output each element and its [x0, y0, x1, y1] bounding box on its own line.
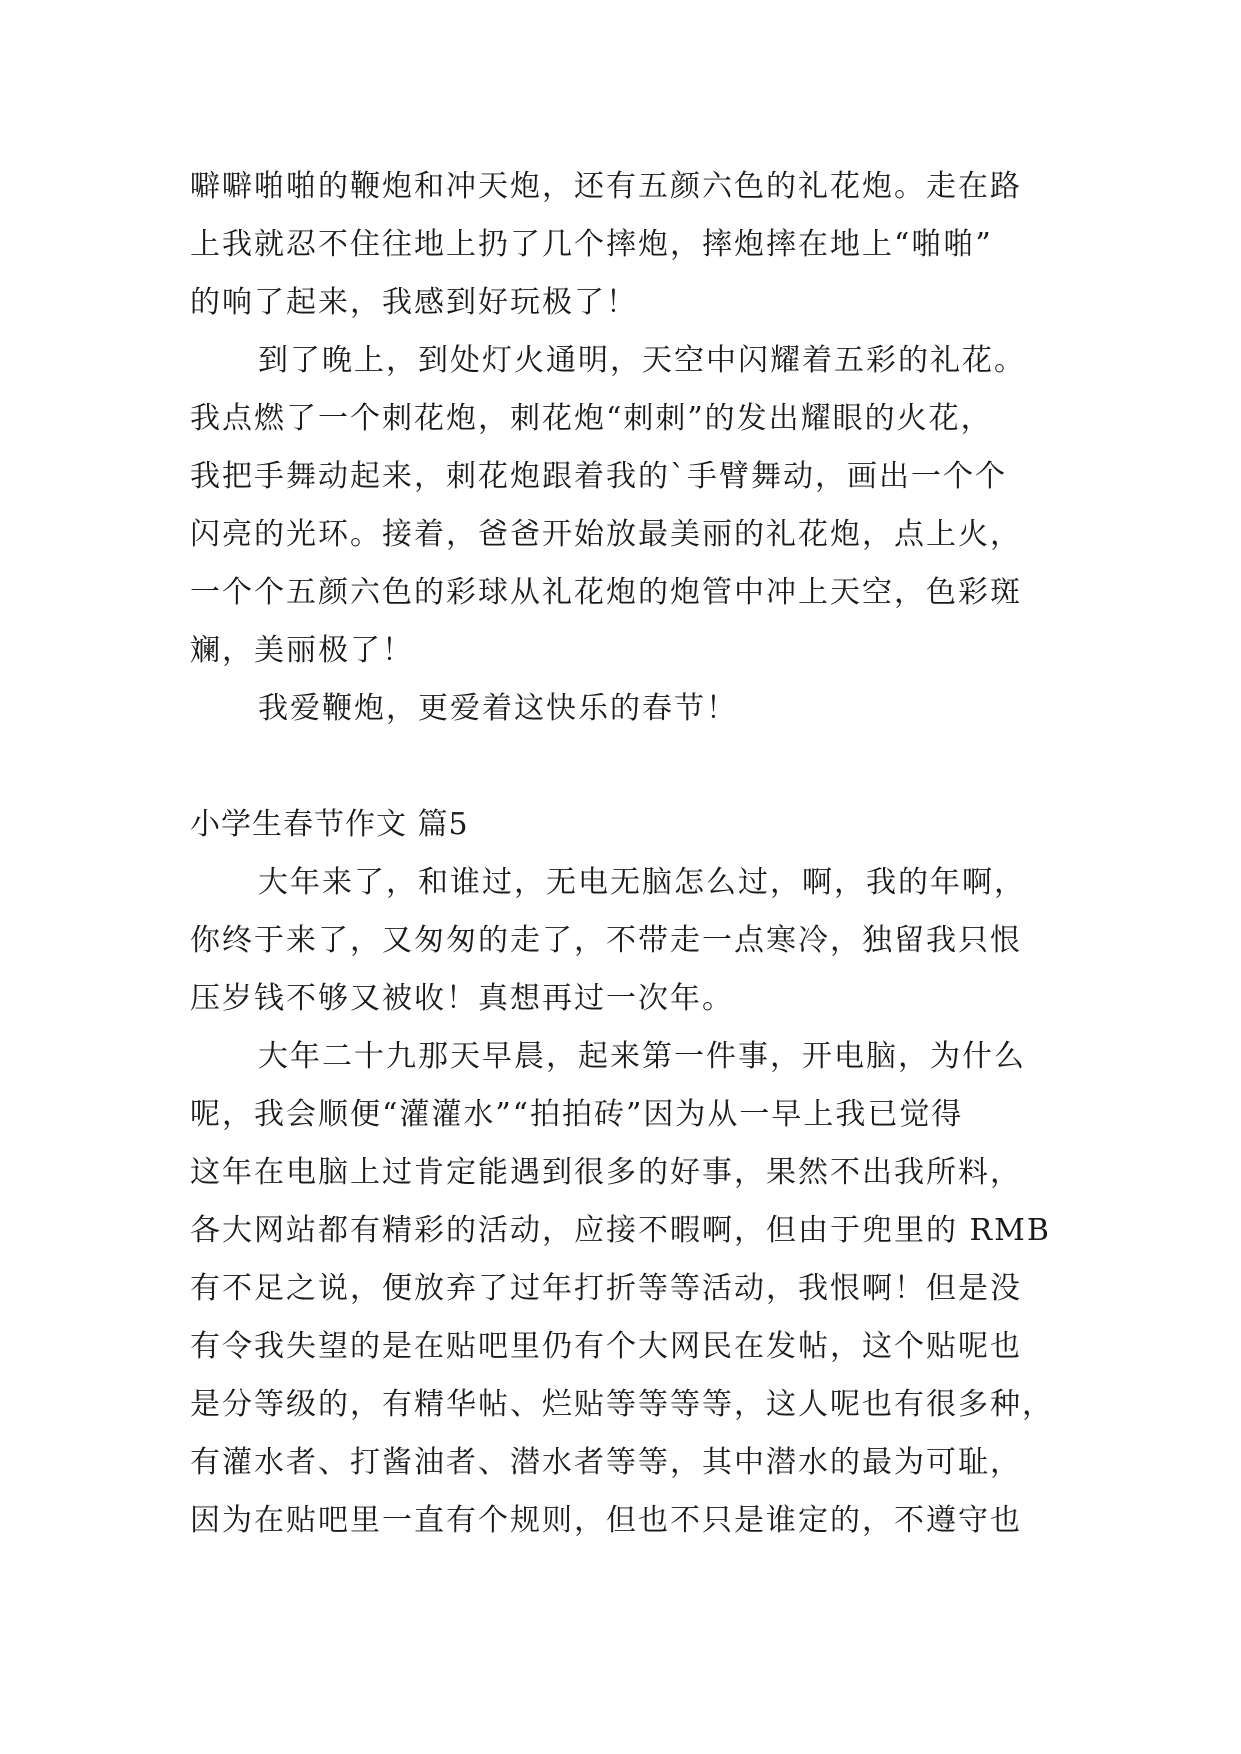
paragraph-conclusion [190, 680, 1060, 738]
text-line: 我点燃了一个刺花炮，刺花炮“刺刺”的发出耀眼的火花， [190, 401, 993, 436]
document-body [190, 158, 1060, 1550]
text-line: 我爱鞭炮，更爱着这快乐的春节！ [258, 691, 738, 726]
text-line: 一个个五颜六色的彩球从礼花炮的炮管中冲上天空，色彩斑 [190, 575, 1022, 610]
text-line: 压岁钱不够又被收！真想再过一次年。 [190, 981, 734, 1016]
text-line: 我把手舞动起来，刺花炮跟着我的`手臂舞动，画出一个个 [190, 459, 1007, 494]
essay-heading [190, 796, 1060, 854]
paragraph-new-years-eve-computer [190, 1028, 1060, 1550]
text-line: 有灌水者、打酱油者、潜水者等等，其中潜水的最为可耻， [190, 1445, 1022, 1480]
text-line: 到了晚上，到处灯火通明，天空中闪耀着五彩的礼花。 [258, 343, 1026, 378]
text-line: 闪亮的光环。接着，爸爸开始放最美丽的礼花炮，点上火， [190, 517, 1022, 552]
paragraph-new-year-arrives [190, 854, 1060, 1028]
text-line: 是分等级的，有精华帖、烂贴等等等等，这人呢也有很多种， [190, 1387, 1054, 1422]
text-line: 有不足之说，便放弃了过年打折等等活动，我恨啊！但是没 [190, 1271, 1022, 1306]
text-line: 这年在电脑上过肯定能遇到很多的好事，果然不出我所料， [190, 1155, 1022, 1190]
text-line: 有令我失望的是在贴吧里仍有个大网民在发帖，这个贴呢也 [190, 1329, 1022, 1364]
text-line: 你终于来了，又匆匆的走了，不带走一点寒冷，独留我只恨 [190, 923, 1022, 958]
text-line: 大年二十九那天早晨，起来第一件事，开电脑，为什么 [258, 1039, 1026, 1074]
text-line: 噼噼啪啪的鞭炮和冲天炮，还有五颜六色的礼花炮。走在路 [190, 169, 1022, 204]
text-line: 的响了起来，我感到好玩极了！ [190, 285, 638, 320]
text-line: 各大网站都有精彩的活动，应接不暇啊，但由于兜里的 RMB [190, 1213, 1051, 1248]
text-line: 呢，我会顺便“灌灌水”“拍拍砖”因为从一早上我已觉得 [190, 1097, 964, 1132]
section-heading: 小学生春节作文 篇5 [190, 807, 469, 842]
section-spacer [190, 738, 1060, 796]
paragraph-firecrackers-continued [190, 158, 1060, 332]
text-line: 大年来了，和谁过，无电无脑怎么过，啊，我的年啊， [258, 865, 1026, 900]
text-line: 斓，美丽极了！ [190, 633, 414, 668]
paragraph-evening-fireworks [190, 332, 1060, 680]
text-line: 上我就忍不住往地上扔了几个摔炮，摔炮摔在地上“啪啪” [190, 227, 993, 262]
text-line: 因为在贴吧里一直有个规则，但也不只是谁定的，不遵守也 [190, 1503, 1022, 1538]
